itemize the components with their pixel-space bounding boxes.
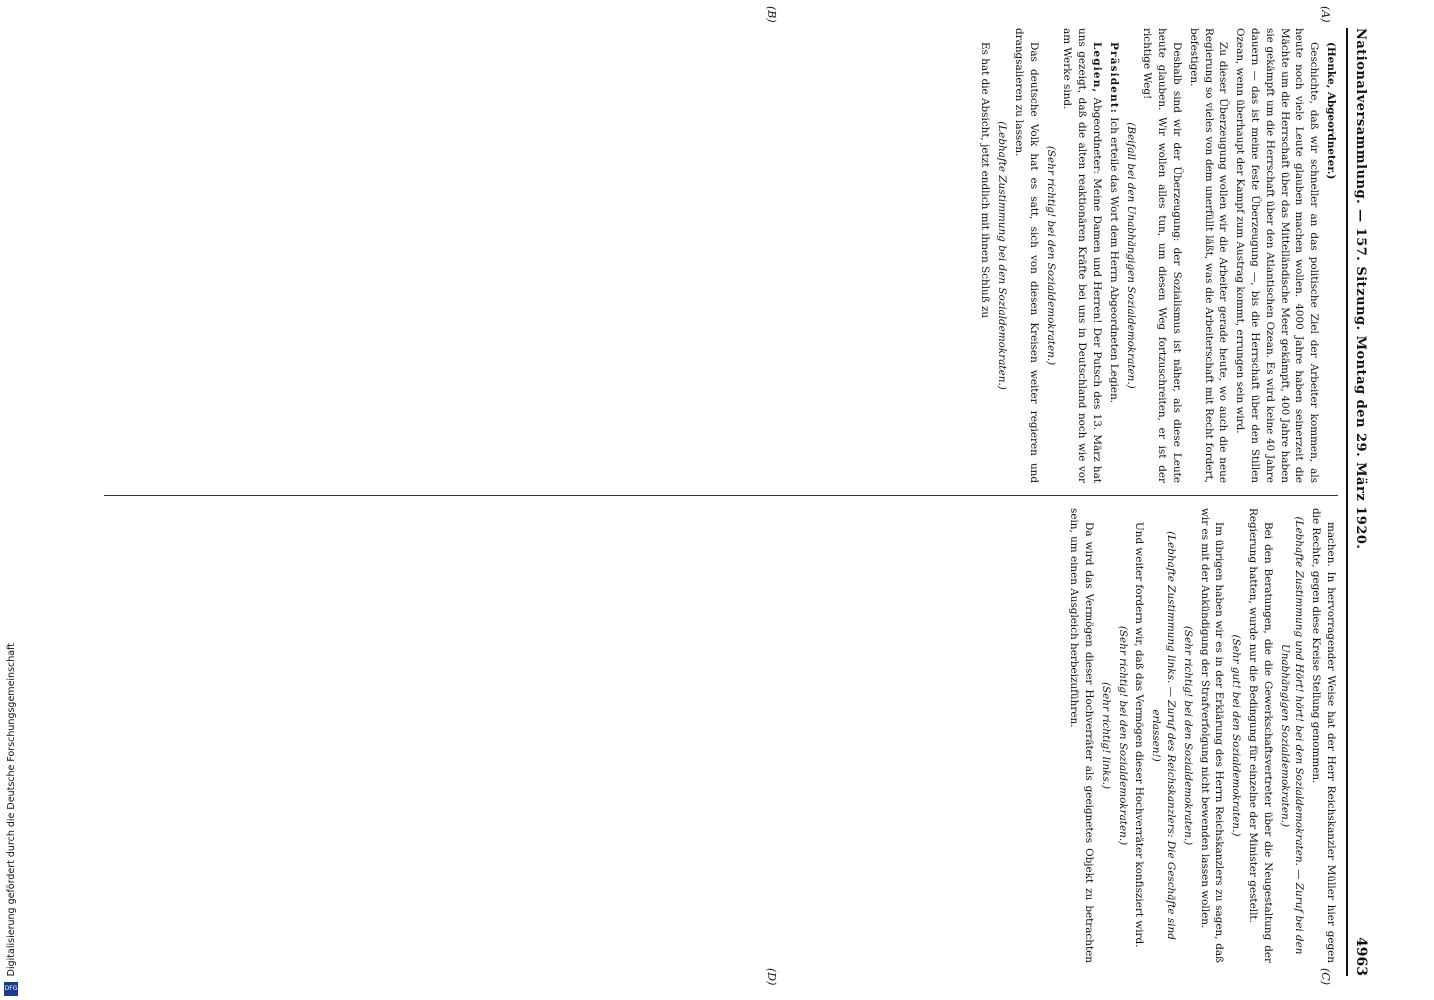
paragraph: Bei den Beratungen, die die Gewerkschaftsvertreter über die Neugestaltung der Regierung hatten, wurde nur die Bedingung für einzelne der Minister gestellt.	[1247, 508, 1274, 963]
column-divider	[104, 495, 1338, 496]
digitization-credit: Digitalisierung gefördert durch die Deutsche Forschungsgemeinschaft	[5, 642, 17, 976]
page-header	[1346, 28, 1374, 976]
paragraph: machen. In hervorragender Weise hat der Herr Reichskanzler Müller hier gegen die Rechte, gegen diese Kreise Stellung genommen.	[1310, 508, 1337, 963]
legien-speech: Legien, Abgeordneter: Meine Damen und Herren! Der Putsch des 13. März hat uns gezeigt, daß die alten reaktionären Kräfte bei uns in Deutschland noch wie vor am Werke sind.	[1061, 28, 1104, 483]
page-number: 4963	[1353, 937, 1369, 976]
reaction: (Sehr gut! bei den Sozialdemokraten.)	[1230, 634, 1243, 837]
right-column	[104, 508, 1338, 963]
reaction: (Beifall bei den Unabhängigen Sozialdemokraten.)	[1124, 122, 1137, 389]
reaction: (Lebhafte Zustimmung und Hört! hört! bei den Sozialdemokraten. — Zuruf bei den Unabhängigen Sozialdemokraten.)	[1278, 516, 1306, 955]
reaction: (Lebhafte Zustimmung bei den Sozialdemokraten.)	[996, 121, 1009, 390]
margin-mark-d: (D)	[765, 968, 778, 986]
page-title: Nationalversammlung. — 157. Sitzung. Montag den 29. März 1920.	[1353, 28, 1369, 550]
speaker-continuation: (Henke, Abgeordneter.)	[1325, 42, 1337, 180]
paragraph: Und weiter fordern wir, daß das Vermögen dieser Hochverräter konfisziert wird.	[1133, 522, 1146, 948]
paragraph: Das deutsche Volk hat es satt, sich von diesen Kreisen weiter regieren und drangsalieren zu lassen.	[1013, 28, 1040, 483]
reaction: (Sehr richtig! links.)	[1099, 681, 1112, 790]
credit-strip	[0, 0, 22, 1000]
president-speech: Präsident: Ich erteile das Wort dem Herrn Abgeordneten Legien.	[1107, 42, 1120, 404]
margin-mark-b: (B)	[765, 6, 778, 23]
margin-mark-c: (C)	[1319, 968, 1332, 985]
paragraph: Da wird das Vermögen dieser Hochverräter als geeignetes Objekt zu betrachten sein, um einen Ausgleich herbeizuführen.	[1068, 508, 1096, 963]
dfg-logo-icon: DFG	[4, 982, 18, 996]
paragraph: Geschichte, daß wir schneller an das politische Ziel der Arbeiter kommen, als heute noch viele Leute glauben machen wollen. 4000 Jahre haben seinerzeit die Mächte um die Herrschaft über das Mittelländische Meer gekämpft, 400 Jahre haben sie gekämpft um die Herrschaft über den Atlantischen Ozean. Es wird keine 40 Jahre dauern — das ist meine feste Überzeugung —, bis die Herrschaft über den Stillen Ozean, wenn überhaupt der Kampf zum Austrag kommt, errungen sein wird.	[1234, 28, 1321, 483]
paragraph: Es hat die Absicht, jetzt endlich mit ihnen Schluß zu	[979, 42, 992, 319]
reaction: (Sehr richtig! bei den Sozialdemokraten.)	[1181, 625, 1194, 846]
margin-mark-a: (A)	[1319, 6, 1332, 23]
text-columns	[104, 6, 1338, 986]
reaction: (Sehr richtig! bei den Sozialdemokraten.)	[1116, 625, 1129, 846]
reaction: (Sehr richtig! bei den Sozialdemokraten.)	[1044, 145, 1057, 366]
rotated-page	[74, 6, 1374, 986]
left-column	[104, 28, 1338, 483]
paragraph: Deshalb sind wir der Überzeugung: der Sozialismus ist näher, als diese Leute heute glauben. Wir wollen alles tun, um diesen Weg fortzuschreiten, er ist der richtige Weg!	[1141, 28, 1184, 483]
paragraph: Im übrigen haben wir es in der Erklärung des Herrn Reichskanzlers zu sagen, daß wir es mit der Ankündigung der Strafverfolgung nicht bewenden lassen wollen.	[1198, 508, 1226, 963]
paragraph: Zu dieser Überzeugung wollen wir die Arbeiter gerade heute, wo auch die neue Regierung so vieles von dem unerfüllt läßt, was die Arbeiterschaft mit Recht fordert, befestigen.	[1187, 28, 1230, 483]
reaction: (Lebhafte Zustimmung links. — Zuruf des Reichskanzlers: Die Geschäfte sind erlassen!)	[1150, 531, 1178, 940]
